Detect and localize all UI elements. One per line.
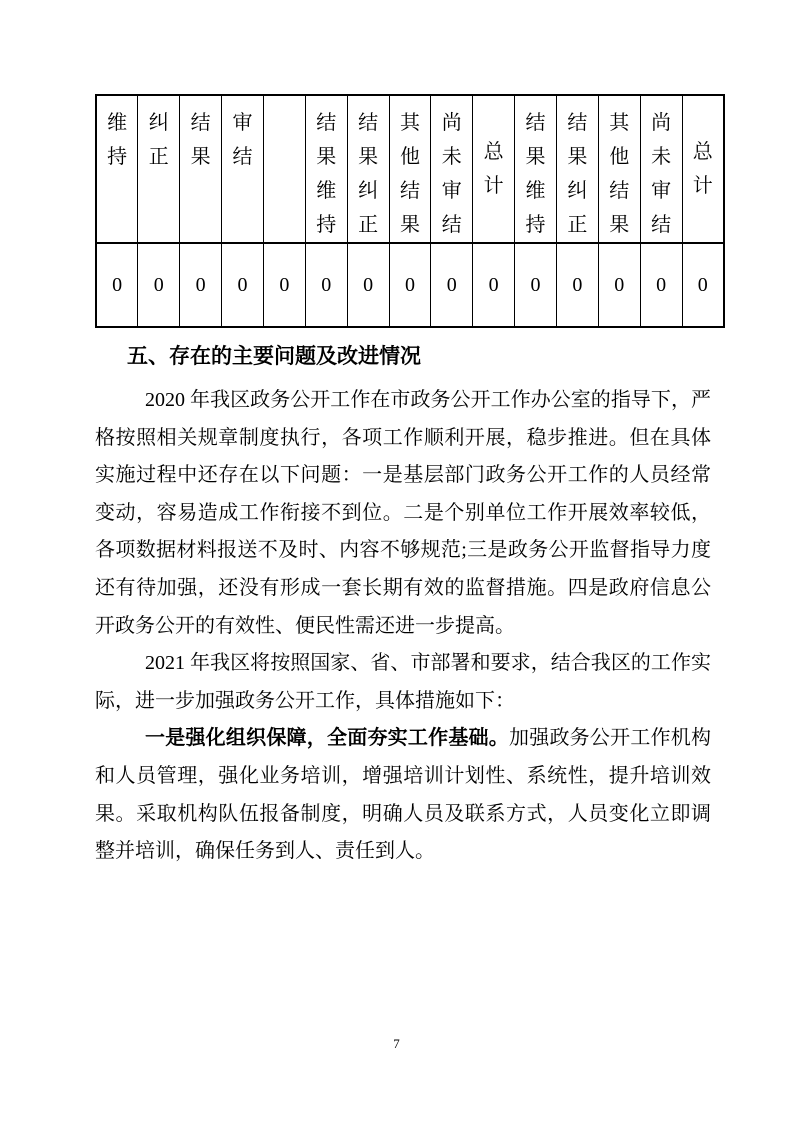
table-header-cell-empty bbox=[263, 95, 305, 243]
table-header-cell-total: 总计 bbox=[682, 95, 724, 243]
table-value-cell: 0 bbox=[263, 243, 305, 327]
table-header-row bbox=[96, 95, 724, 243]
document-body bbox=[95, 344, 711, 871]
table-header-cell: 尚未审结 bbox=[640, 95, 682, 243]
table-value-cell: 0 bbox=[222, 243, 264, 327]
review-results-table bbox=[95, 94, 725, 328]
table-header-cell: 结果维持 bbox=[515, 95, 557, 243]
table-value-cell: 0 bbox=[640, 243, 682, 327]
table-header-cell: 审结 bbox=[222, 95, 264, 243]
paragraph-measure-one bbox=[95, 720, 711, 870]
table-value-cell: 0 bbox=[598, 243, 640, 327]
table-header-cell: 尚未审结 bbox=[431, 95, 473, 243]
table-header-cell: 维持 bbox=[96, 95, 138, 243]
table-value-cell: 0 bbox=[180, 243, 222, 327]
table-header-cell: 结果纠正 bbox=[556, 95, 598, 243]
table-value-cell: 0 bbox=[347, 243, 389, 327]
paragraph-plan: 2021 年我区将按照国家、省、市部署和要求，结合我区的工作实际，进一步加强政务公开工作，具体措施如下： bbox=[95, 652, 711, 712]
table-header-cell: 纠正 bbox=[138, 95, 180, 243]
table-value-cell: 0 bbox=[473, 243, 515, 327]
page-number: 7 bbox=[393, 1036, 400, 1051]
table-header-cell: 其他结果 bbox=[598, 95, 640, 243]
table-value-cell: 0 bbox=[682, 243, 724, 327]
section-heading: 五、存在的主要问题及改进情况 bbox=[127, 345, 421, 368]
table-value-cell: 0 bbox=[515, 243, 557, 327]
table-header-cell: 结果纠正 bbox=[347, 95, 389, 243]
table-value-cell: 0 bbox=[431, 243, 473, 327]
table-header-cell: 结果维持 bbox=[305, 95, 347, 243]
table-values-row bbox=[96, 243, 724, 327]
table-value-cell: 0 bbox=[96, 243, 138, 327]
table-value-cell: 0 bbox=[389, 243, 431, 327]
measure-one-lead: 一是强化组织保障，全面夯实工作基础。 bbox=[145, 727, 509, 750]
table-header-cell-total: 总计 bbox=[473, 95, 515, 243]
table-value-cell: 0 bbox=[138, 243, 180, 327]
measure-one-body: 加强政务公开工作机构和人员管理，强化业务培训，增强培训计划性、系统性，提升培训效果。采取机构队伍报备制度，明确人员及联系方式，人员变化立即调整并培训，确保任务到人、责任到人。 bbox=[95, 727, 711, 863]
table-header-cell: 结果 bbox=[180, 95, 222, 243]
table-value-cell: 0 bbox=[305, 243, 347, 327]
paragraph-problems: 2020 年我区政务公开工作在市政务公开工作办公室的指导下，严格按照相关规章制度执行，各项工作顺利开展，稳步推进。但在具体实施过程中还存在以下问题：一是基层部门政务公开工作的人员经常变动，容易造成工作衔接不到位。二是个别单位工作开展效率较低，各项数据材料报送不及时、内容不够规范;三是政务公开监督指导力度还有待加强，还没有形成一套长期有效的监督措施。四是政府信息公开政务公开的有效性、便民性需还进一步提高。 bbox=[95, 389, 711, 637]
table-value-cell: 0 bbox=[556, 243, 598, 327]
table-header-cell: 其他结果 bbox=[389, 95, 431, 243]
